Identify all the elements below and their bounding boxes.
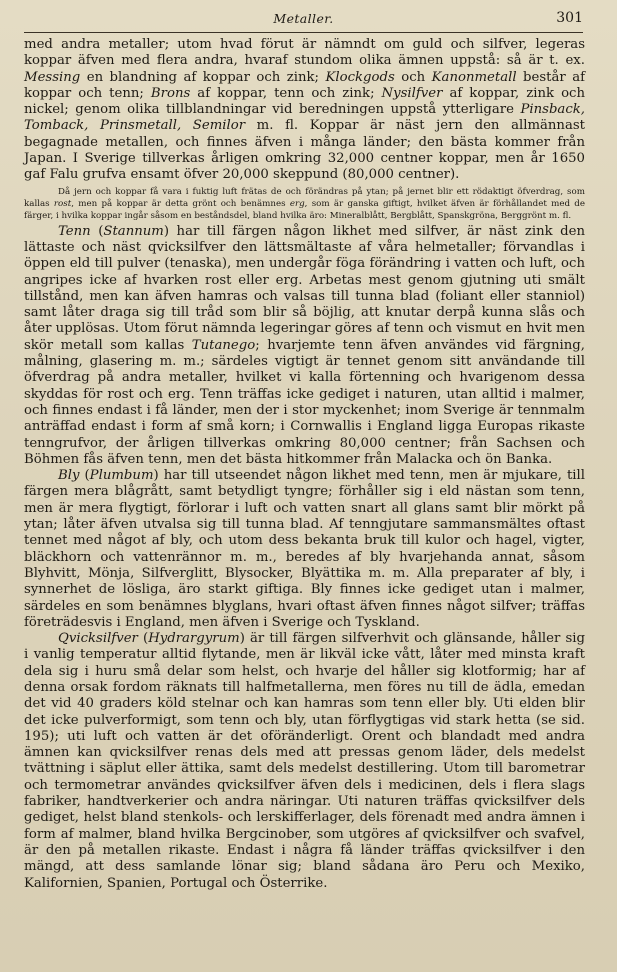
paragraph-bly: Bly (Plumbum) har till utseendet någon likhet med tenn, men är mjukare, till färgen mera blågrått, samt betydligt tyngre; förhåller sig i eld nästan som tenn, men är mera flygtigt, förlorar i luft och vatten snart all glans samt blir mörkt på ytan; låter äfven utvalsa sig till tunna blad. Af tenngjutare sammansmältes oftast tennet med något af bly, och utom dess bekanta bruk till kulor och hagel, vigter, bläckhorn och vattenrännor m. m., beredes af bly hvarjehanda annat, såsom Blyhvitt, Mönja, Silfverglitt, Blysocker, Blyättika m. m. Alla preparater af bly, i synnerhet de lösliga, äro starkt giftiga. Bly finnes icke gediget utan i malmer, särdeles en som benämnes blyglans, hvari oftast äfven finnes något silfver; träffas företrädesvis i England, men äfven i Sverige och Tyskland. bbox=[24, 468, 585, 630]
term-qvicksilfver: Qvicksilfver bbox=[58, 631, 138, 647]
body-text bbox=[24, 37, 585, 892]
latin-hydrargyrum: Hydrargyrum bbox=[148, 631, 240, 647]
term-kanonmetall: Kanonmetall bbox=[431, 69, 517, 85]
term-bly: Bly bbox=[58, 468, 80, 484]
note-rust-verdigris: Då jern och koppar få vara i fuktig luft frätas de och förändras på ytan; på jernet blir ett rödaktigt öfverdrag, som kallas rost, men på koppar är detta grönt och benämnes erg, som är ganska giftigt, hvilket äfven är förhållandet med de färger, i hvilka koppar ingår såsom en beståndsdel, bland hvilka äro: Mineralblått, Bergblått, Spanskgröna, Berggrönt m. fl. bbox=[24, 186, 585, 221]
paragraph-tenn: Tenn (Stannum) har till färgen någon likhet med silfver, är näst zink den lättaste och näst qvicksilfver den lättsmältaste af våra helmetaller; förvandlas i öppen eld till pulver (tenaska), men undergår föga förändring i vatten och luft, och angripes icke af hvarken rost eller erg. Arbetas mest genom gjutning uti smält tillstånd, men kan äfven hamras och valsas till tunna blad (foliant eller stanniol) samt låter draga sig till tråd som blir så böjlig, att knutar derpå kunna slås och åter upplösas. Utom förut nämnda legeringar göres af tenn och vismut en hvit men skör metall som kallas Tutanego; hvarjemte tenn äfven användes vid färgning, målning, glasering m. m.; särdeles vigtigt är tennet genom sitt användande till öfverdrag på andra metaller, hvilket vi kalla förtenning och hvarigenom dessa skyddas för rost och erg. Tenn träffas icke gediget i naturen, utan alltid i malmer, och finnes endast i få länder, men der i stor myckenhet; inom Sverige är tennmalm anträffad endast i form af små korn; i Cornwallis i England ligga Europas rikaste tenngrufvor, der årligen tillverkas omkring 80,000 centner; från Sachsen och Böhmen fås äfven tenn, men det bästa hitkommer från Malacka och ön Banka. bbox=[24, 223, 585, 467]
term-pinsback: Pinsback, Tomback, Prinsmetall, Semilor bbox=[24, 102, 585, 134]
term-messing: Messing bbox=[24, 69, 81, 85]
term-tenn: Tenn bbox=[58, 223, 91, 239]
term-klockgods: Klockgods bbox=[325, 69, 395, 85]
running-title: Metaller. bbox=[273, 11, 334, 26]
term-erg: erg bbox=[289, 198, 305, 209]
term-nysilfver: Nysilfver bbox=[381, 85, 443, 101]
term-rost: rost bbox=[53, 198, 72, 209]
latin-plumbum: Plumbum bbox=[89, 468, 154, 484]
page-header bbox=[24, 11, 583, 31]
latin-stannum: Stannum bbox=[103, 223, 164, 239]
term-brons: Brons bbox=[150, 85, 191, 101]
paragraph-qvicksilfver: Qvicksilfver (Hydrargyrum) är till färgen silfverhvit och glänsande, håller sig i vanlig temperatur alltid flytande, men är likväl icke vått, låter med minsta kraft dela sig i huru små delar som helst, och hvarje del håller sig klotformig; har af denna orsak fordom räknats till halfmetallerna, men föres nu till de ädla, emedan det vid 40 graders köld stelnar och kan hamras som tenn eller bly. Uti elden blir det icke pulverformigt, som tenn och bly, utan förflygtigas vid stark hetta (se sid. 195); uti luft och vatten är det oföränderligt. Orent och blandadt med andra ämnen kan qvicksilfver renas dels med att pressas genom läder, dels medelst tvättning i säplut eller ättika, samt dels medelst destillering. Utom till barometrar och termometrar användes qvicksilfver äfven dels i medicinen, dels i flera slags fabriker, handtverkerier och andra näringar. Uti naturen träffas qvicksilfver dels gediget, helst bland stenkols- och lerskifferlager, dels förenadt med andra ämnen i form af malmer, bland hvilka Bergcinober, som utgöres af qvicksilfver och svafvel, är den på metallen rikaste. Endast i några få länder träffas qvicksilfver i den mängd, att dess samlande lönar sig; bland sådana äro Peru och Mexiko, Kalifornien, Spanien, Portugal och Österrike. bbox=[24, 631, 585, 891]
term-tutanego: Tutanego bbox=[191, 337, 256, 353]
header-rule bbox=[24, 32, 583, 33]
page-number: 301 bbox=[556, 10, 583, 26]
paragraph-copper-alloys: med andra metaller; utom hvad förut är nämndt om guld och silfver, legeras koppar äfven med flera andra, hvaraf stundom olika ämnen uppstå: så är t. ex. Messing en blandning af koppar och zink; Klockgods och Kanonmetall består af koppar och tenn; Brons af koppar, tenn och zink; Nysilfver af koppar, zink och nickel; genom olika tillblandningar vid beredningen uppstå ytterligare Pinsback, Tomback, Prinsmetall, Semilor m. fl. Koppar är näst jern den allmännast begagnade metallen, och finnes äfven i många länder; den bästa kommer från Japan. I Sverige tillverkas årligen omkring 32,000 centner koppar, men år 1650 gaf Falu grufva ensamt öfver 20,000 skeppund (80,000 centner). bbox=[24, 37, 586, 183]
